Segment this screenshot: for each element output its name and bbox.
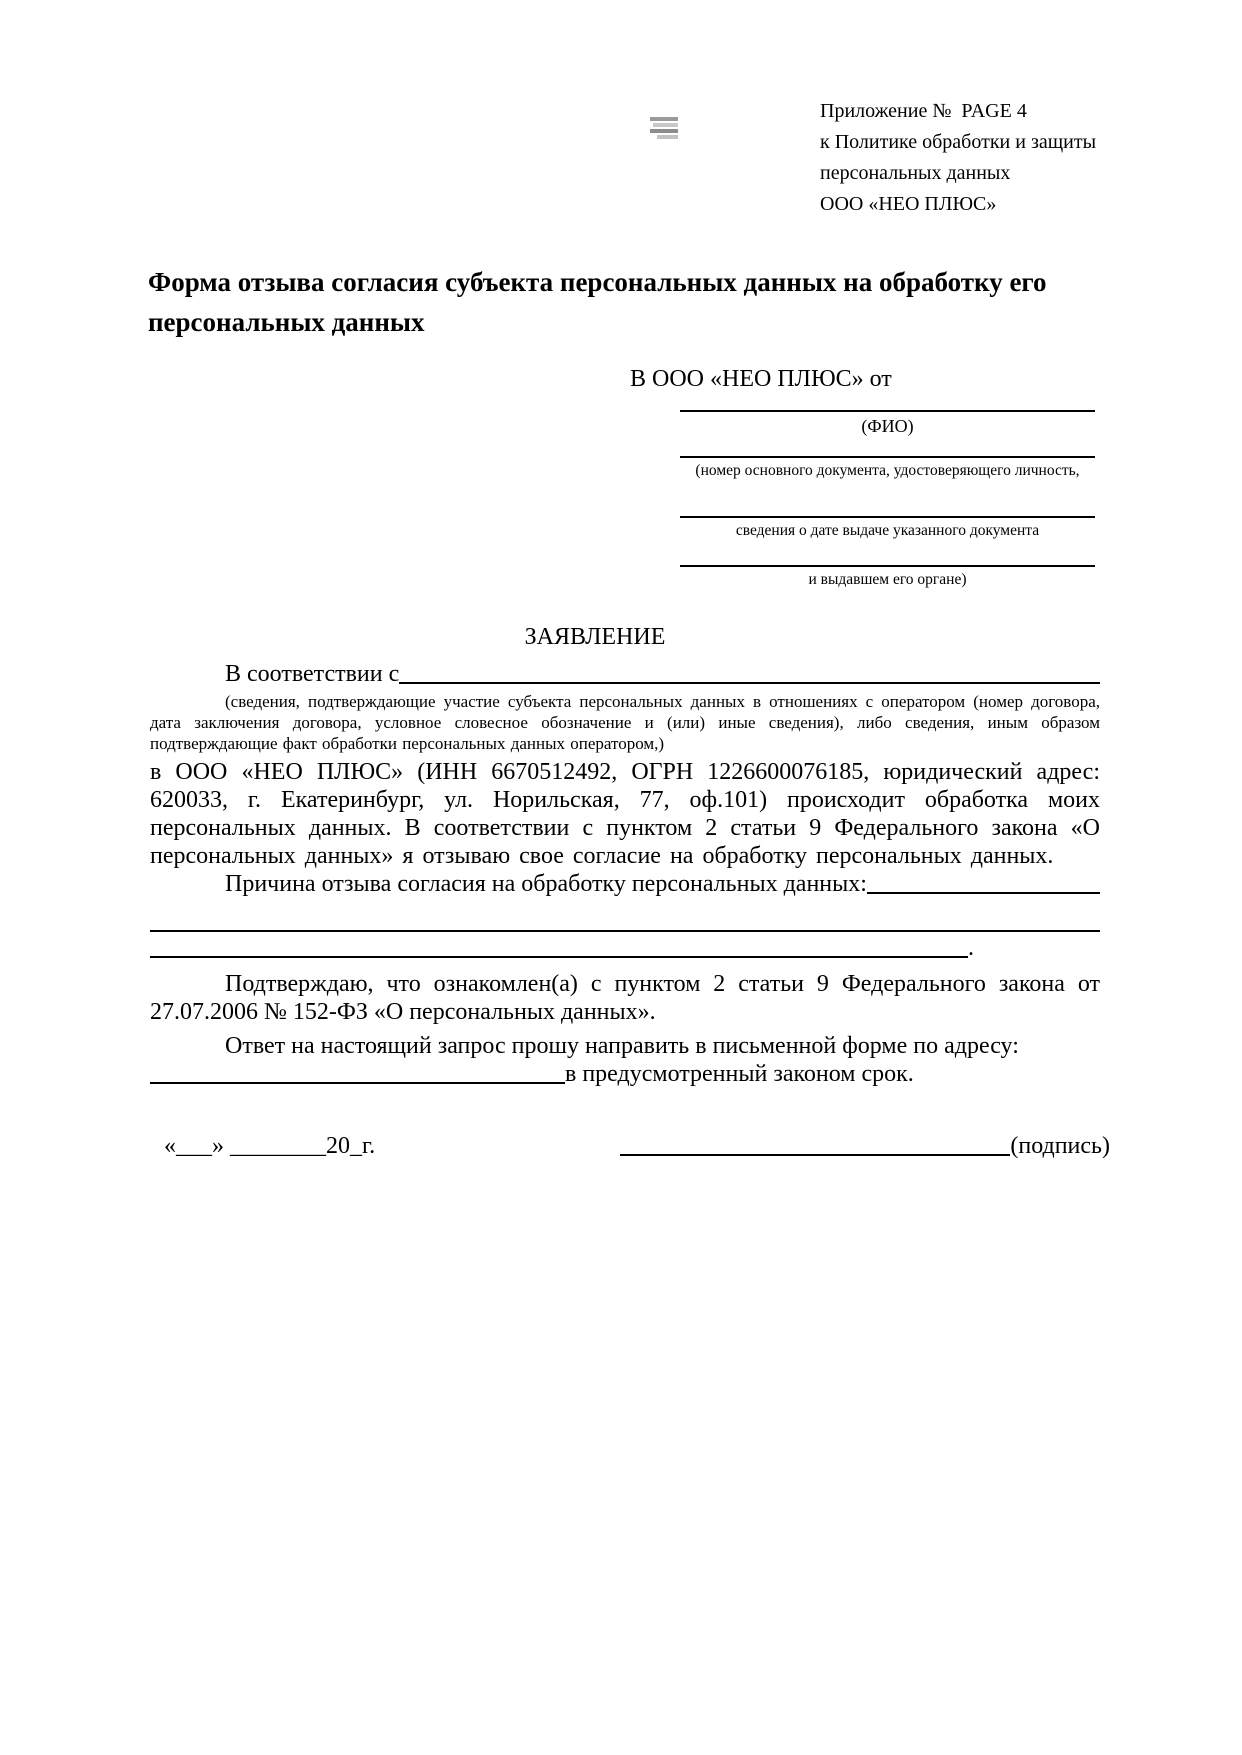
document-number-caption: (номер основного документа, удостоверяющего личность, xyxy=(695,462,1080,479)
header-note-line-4: ООО «НЕО ПЛЮС» xyxy=(820,193,997,215)
line-end-period: . xyxy=(968,935,974,961)
reason-write-line-1 xyxy=(150,898,1100,932)
addressee-line: В ООО «НЕО ПЛЮС» от xyxy=(630,366,892,392)
header-note-line-2: к Политике обработки и защиты xyxy=(820,131,1097,153)
in-accordance-line xyxy=(150,660,1100,688)
signature-caption: (подпись) xyxy=(1010,1133,1110,1159)
date-signature-row xyxy=(150,1132,1110,1160)
confirmation-paragraph: Подтверждаю, что ознакомлен(а) с пунктом 2 статьи 9 Федерального закона от 27.07.2006 № 152-ФЗ «О персональных данных». xyxy=(150,971,1100,1025)
issue-date-blank-line xyxy=(680,516,1095,518)
reason-write-line-2-row xyxy=(150,932,1100,962)
paragraph-indent xyxy=(150,660,225,688)
issue-date-caption: сведения о дате выдаче указанного документа xyxy=(735,522,1040,539)
issuing-authority-blank-line xyxy=(680,565,1095,567)
signature-block xyxy=(620,1132,1110,1160)
document-title: Форма отзыва согласия субъекта персональных данных на обработку его персональных данных xyxy=(148,267,1047,337)
issuing-authority-caption: и выдавшем его органе) xyxy=(808,571,967,588)
main-paragraph: в ООО «НЕО ПЛЮС» (ИНН 6670512492, ОГРН 1226600076185, юридический адрес: 620033, г. Екатеринбург, ул. Норильская, 77, оф.101) происходит обработка моих персональных данных. В соответствии с пунктом 2 статьи 9 Федерального закона «О персональных данных» я отзываю свое согласие на обработку персональных данных. xyxy=(150,759,1100,869)
blurred-stamp-artifact xyxy=(650,117,678,141)
statement-body xyxy=(150,660,1100,1088)
header-note-line-1: Приложение № PAGE 4 xyxy=(820,100,1027,122)
statement-heading: ЗАЯВЛЕНИЕ xyxy=(524,624,666,650)
header-note-line-3: персональных данных xyxy=(820,162,1011,184)
reason-line xyxy=(150,870,1100,898)
fio-blank-line xyxy=(680,410,1095,412)
document-number-blank-line xyxy=(680,456,1095,458)
reason-blank-line xyxy=(867,892,1100,894)
answer-request-paragraph: Ответ на настоящий запрос прошу направить в письменной форме по адресу: xyxy=(225,1033,1019,1059)
signature-blank-line xyxy=(620,1154,1010,1156)
date-blank: «___» ________20_г. xyxy=(164,1133,376,1159)
reason-label: Причина отзыва согласия на обработку персональных данных: xyxy=(225,871,867,897)
address-blank-line xyxy=(150,1082,565,1084)
in-accordance-label: В соответствии с xyxy=(225,661,400,687)
paragraph-indent xyxy=(150,870,225,898)
answer-tail-text: в предусмотренный законом срок. xyxy=(565,1061,914,1087)
in-accordance-blank-line xyxy=(399,682,1100,684)
reason-write-line-2 xyxy=(150,956,968,958)
answer-address-line xyxy=(150,1060,1100,1088)
form-fields-column xyxy=(680,0,1095,640)
fio-caption: (ФИО) xyxy=(861,416,914,436)
small-print-note: (сведения, подтверждающие участие субъекта персональных данных в отношениях с оператором (номер договора, дата заключения договора, условное словесное обозначение и (или) иные сведения), либо сведения, иным образом подтверждающие факт обработки персональных данных оператором,) xyxy=(150,692,1100,753)
